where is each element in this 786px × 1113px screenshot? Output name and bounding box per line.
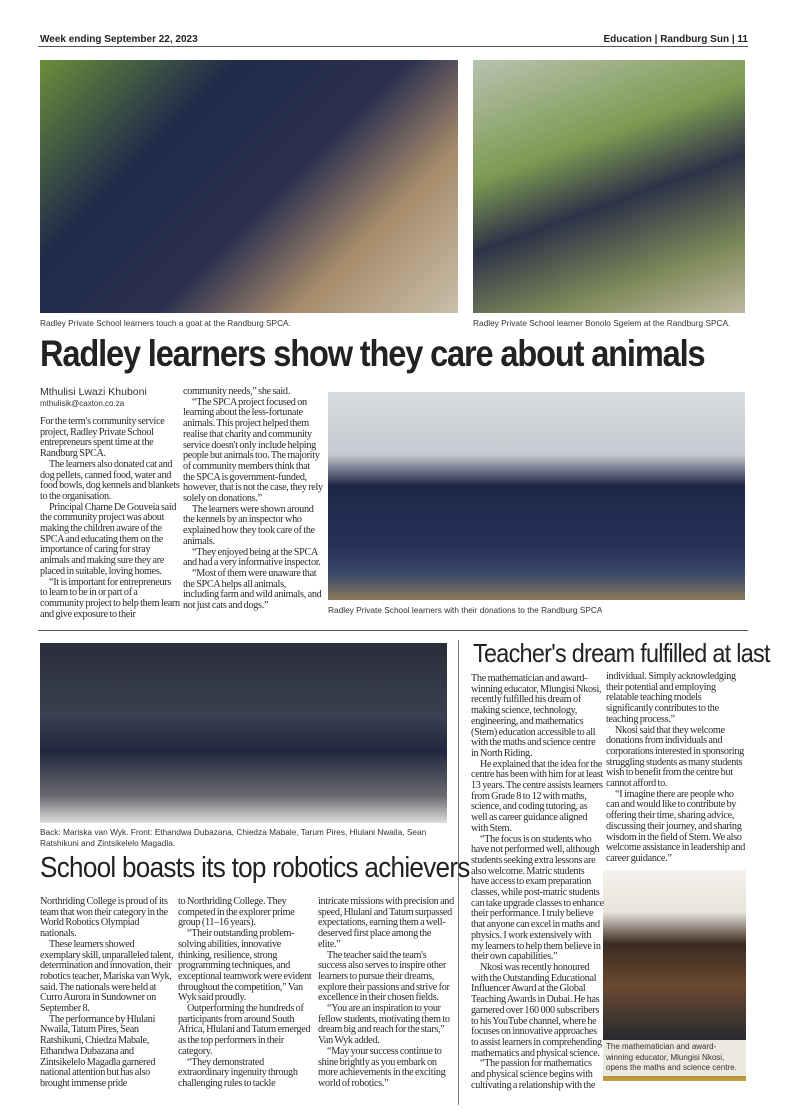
byline-email: mthulisik@caxton.co.za xyxy=(40,399,125,408)
headline-animals: Radley learners show they care about animals xyxy=(40,333,705,374)
paragraph: “The focus is on students who have not performed well, although students seeking extra lessons are also welcome. Matric students have access to exam preparation classes, while post-matric students can take upgrade classes to enhance their performance. I truly believe that anyone can excel in maths and physics. I work extensively with my learners to help them believe in their own capabilities.” xyxy=(471,833,604,963)
headline-teacher: Teacher's dream fulfilled at last xyxy=(473,638,770,668)
paragraph: “May your success continue to shine brightly as you embark on more achievements in the exciting world of robotics.” xyxy=(318,1045,446,1089)
paragraph: “Most of them were unaware that the SPCA helps all animals, including farm and wild animals, and not just cats and dogs.” xyxy=(183,567,322,612)
article3-column1 xyxy=(471,674,604,1091)
article1-column1 xyxy=(40,417,180,620)
paragraph: These learners showed exemplary skill, unparalleled talent, determination and innovation, their robotics teacher, Mariska van Wyk, said. The nationals were held at Curro Aurora in Sundowner on September 8. xyxy=(40,938,174,1015)
paragraph: intricate missions with precision and speed, Hlulani and Tatum surpassed expectations, earning them a well-deserved first place among the elite.” xyxy=(318,896,454,950)
paragraph: The learners were shown around the kennels by an inspector who explained how they took care of the animals. xyxy=(183,503,315,547)
paragraph: “They demonstrated extraordinary ingenuity through challenging rules to tackle xyxy=(178,1056,298,1089)
article1-column2 xyxy=(183,387,323,612)
paragraph: “Their outstanding problem-solving abilities, innovative thinking, resilience, strong programming techniques, and exceptional teamwork were evident throughout the competition,” Van Wyk said proudly. xyxy=(178,928,312,1004)
paragraph: Northriding College is proud of its team that won their category in the World Robotics Olympiad nationals. xyxy=(40,896,168,940)
caption-photo4: Back: Mariska van Wyk. Front: Ethandwa Dubazana, Chiedza Mabale, Tarum Pires, Hlulani Nwaila, Sean Ratshikuni and Zintsikelelo Magadla. xyxy=(40,827,427,848)
paragraph: “You are an inspiration to your fellow students, motivating them to dream big and reach for the stars,” Van Wyk added. xyxy=(318,1003,450,1047)
article2-column1 xyxy=(40,897,175,1090)
issue-date: Week ending September 22, 2023 xyxy=(40,34,198,45)
byline-author: Mthulisi Lwazi Khuboni xyxy=(40,386,147,398)
paragraph: For the term's community service project, Radley Private School entrepreneurs spent time at the Randburg SPCA. xyxy=(40,416,165,460)
header-rule xyxy=(38,46,748,47)
paragraph: individual. Simply acknowledging their potential and employing relatable teaching models significantly contributes to the teaching process.” xyxy=(606,671,736,725)
paragraph: community needs,” she said. xyxy=(183,386,290,397)
article2-column2 xyxy=(178,897,313,1090)
photo-bonolo xyxy=(473,60,745,313)
paragraph: The learners also donated cat and dog pellets, canned food, water and food bowls, dog kennels and blankets to the organisation. xyxy=(40,458,180,502)
photo-learners-goat xyxy=(40,60,458,313)
caption-photo1: Radley Private School learners touch a goat at the Randburg SPCA. xyxy=(40,318,291,328)
caption-photo5: The mathematician and award-winning educator, Mlungisi Nkosi, opens the maths and science centre. xyxy=(603,1040,746,1076)
section-divider xyxy=(38,630,748,631)
paragraph: He explained that the idea for the centre has been with him for at least 13 years. The centre assists learners from Grade 8 to 12 with maths, science, and coding tutoring, as well as career guidance aligned with Stem. xyxy=(471,758,604,834)
paragraph: “I imagine there are people who can and would like to contribute by offering their time, sharing advice, discussing their journey, and sharing wisdom in the field of Stem. We also welcome assistance in leadership and career guidance.” xyxy=(606,788,745,864)
paragraph: The performance by Hlulani Nwaila, Tatum Pires, Sean Ratshikuni, Chiedza Mabale, Ethandwa Dubazana and Zintsikelelo Magadla garnered national attention but has also brought immense pride xyxy=(40,1013,156,1089)
paragraph: to Northriding College. They competed in the explorer prime group (11–16 years). xyxy=(178,896,295,929)
paragraph: Nkosi said that they welcome donations from individuals and corporations interested in sponsoring struggling students as many students wish to benefit from the centre but cannot afford to. xyxy=(606,724,744,790)
paragraph: Principal Charne De Gouveia said the community project was about making the children aware of the SPCA and educating them on the importance of caring for stray animals and making sure they are placed in suitable, loving homes. xyxy=(40,501,177,577)
headline-robotics: School boasts its top robotics achievers xyxy=(40,852,470,884)
paragraph: “They enjoyed being at the SPCA and had a very informative inspector. xyxy=(183,546,321,569)
section-label: Education | Randburg Sun | 11 xyxy=(603,34,748,45)
caption-photo2: Radley Private School learner Bonolo Sgelem at the Randburg SPCA. xyxy=(473,318,731,328)
photo-donations xyxy=(328,392,745,600)
paragraph: Outperforming the hundreds of participants from around South Africa, Hlulani and Tatum emerged as the top performers in their category. xyxy=(178,1003,311,1057)
article2-column3 xyxy=(318,897,455,1090)
paragraph: Nkosi was recently honoured with the Outstanding Educational Influencer Award at the Global Teaching Awards in Dubai. He has garnered over 160 000 subscribers to his YouTube channel, where he focuses on innovative approaches to assist learners in comprehending mathematics and physical science. xyxy=(471,961,602,1059)
paragraph: “It is important for entrepreneurs to learn to be in or part of a community project to help them learn and give exposure to their xyxy=(40,576,180,620)
paragraph: “The SPCA project focused on learning about the less-fortunate animals. This project helped them realise that charity and community service doesn't only include helping people but animals too. The majority of community members think that the SPCA is government-funded, however, that is not the case, they rely solely on donations.” xyxy=(183,396,323,505)
paragraph: “The passion for mathematics and physical science begins with cultivating a relationship with the xyxy=(471,1058,596,1091)
article3-column2 xyxy=(606,672,748,865)
caption-photo3: Radley Private School learners with their donations to the Randburg SPCA xyxy=(328,605,603,615)
paragraph: The mathematician and award-winning educator, Mlungisi Nkosi, recently fulfilled his dream of making science, technology, engineering, and mathematics (Stem) education accessible to all with the maths and science centre in North Riding. xyxy=(471,673,602,759)
photo-robotics-team xyxy=(40,643,447,823)
paragraph: The teacher said the team's success also serves to inspire other learners to pursue their dreams, explore their passions and strive for excellence in their chosen fields. xyxy=(318,949,450,1004)
